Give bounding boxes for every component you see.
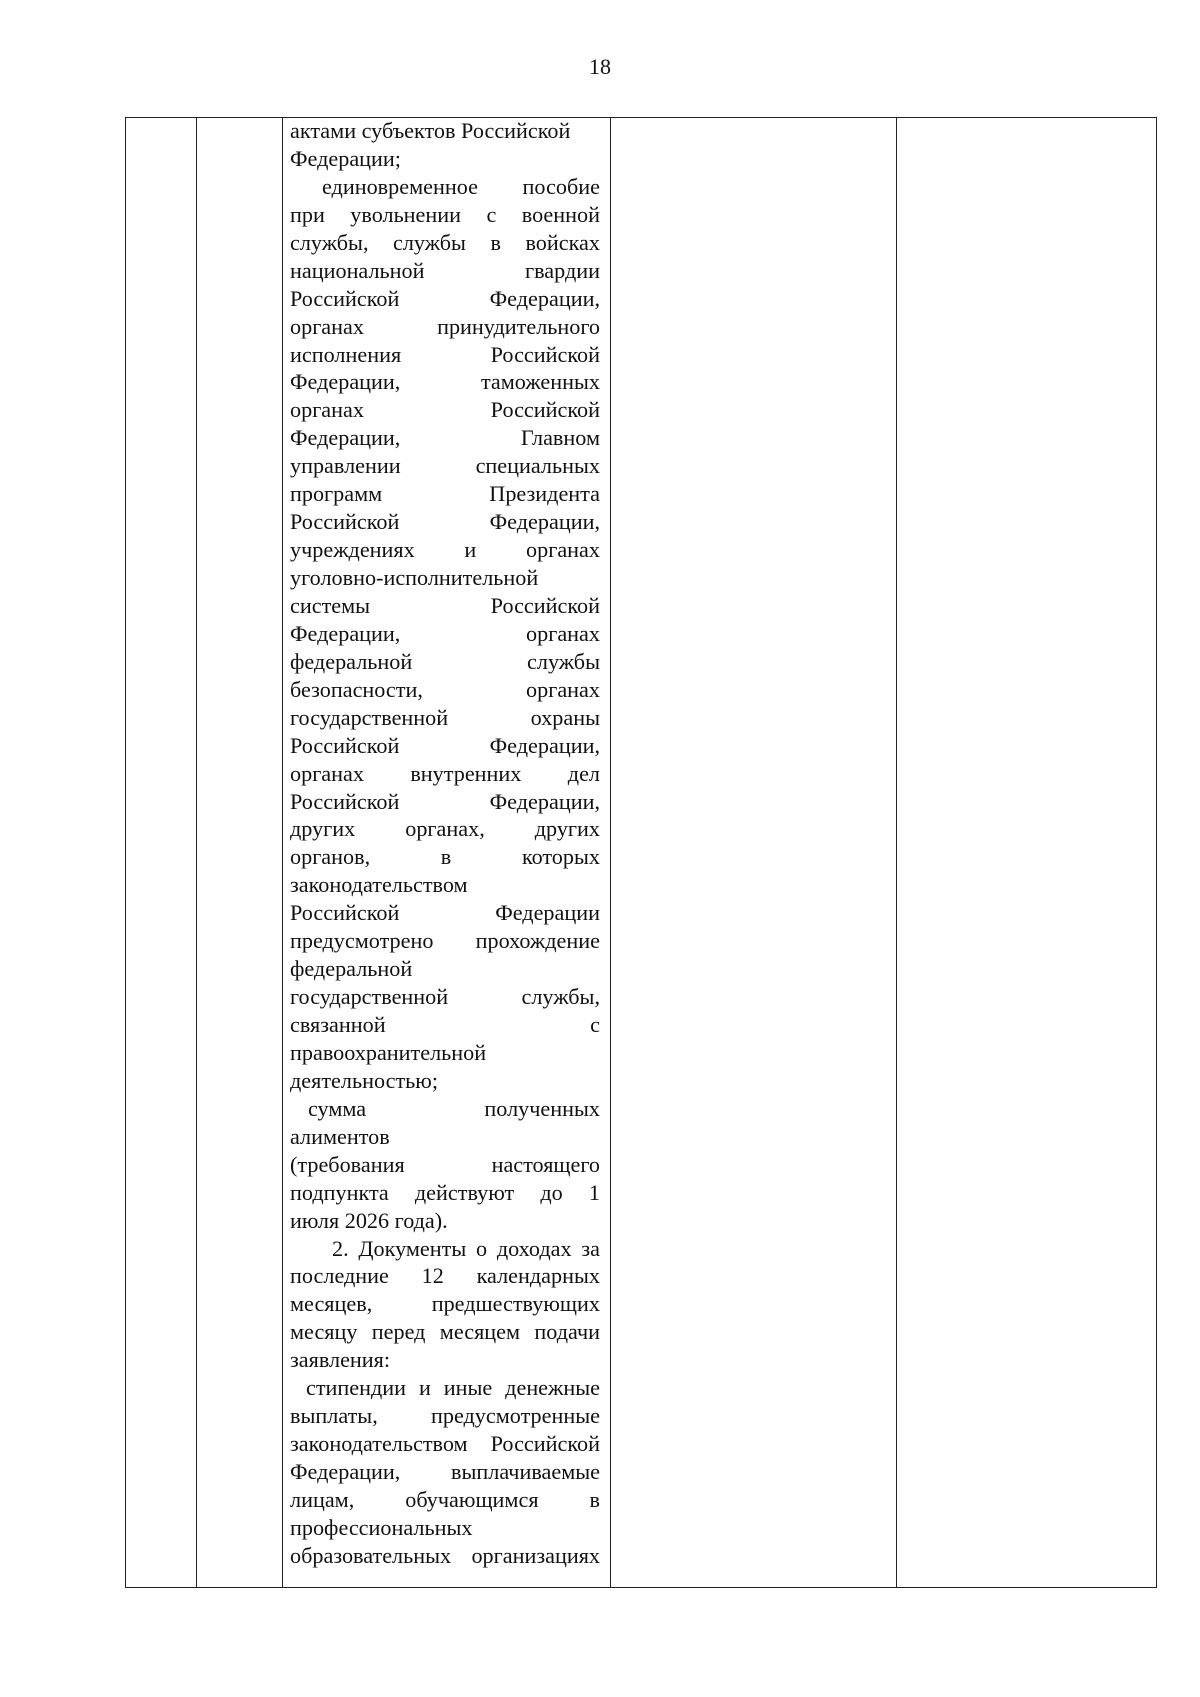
text-line: подпункта действуют до 1 [290, 1179, 600, 1205]
text-line: алиментов [290, 1123, 390, 1149]
text-line: 2. Документы о доходах за [332, 1235, 600, 1261]
text-line: национальной гвардии [290, 257, 600, 283]
text-line: федеральной [290, 956, 413, 982]
text-line: Российской Федерации, [290, 285, 600, 311]
text-line: органах внутренних дел [290, 760, 600, 786]
text-line: актами субъектов Российской [290, 118, 571, 143]
text-line: Российской Федерации [290, 900, 600, 926]
text-line: Российской Федерации, [290, 788, 600, 814]
text-line: службы, службы в войсках [290, 229, 600, 255]
text-line: правоохранительной [290, 1039, 487, 1065]
table-cell-text [290, 117, 600, 1570]
column-divider [282, 117, 283, 1588]
text-line: органах принудительного [290, 313, 600, 339]
text-line: месяцев, предшествующих [290, 1291, 600, 1317]
text-line: образовательных организациях [290, 1542, 600, 1568]
text-line: предусмотрено прохождение [290, 928, 600, 954]
text-line: Российской Федерации, [290, 509, 600, 535]
text-line: Федерации, таможенных [290, 369, 600, 395]
text-line: государственной охраны [290, 704, 600, 730]
text-line: органах Российской [290, 397, 600, 423]
text-line: Федерации, органах [290, 620, 600, 646]
text-line: программ Президента [290, 481, 600, 507]
text-line: учреждениях и органах [290, 537, 600, 563]
text-line: безопасности, органах [290, 676, 600, 702]
text-line: стипендии и иные денежные [306, 1375, 600, 1401]
text-line: заявления: [290, 1347, 391, 1373]
text-line: сумма полученных [308, 1095, 600, 1121]
column-divider [896, 117, 897, 1588]
text-line: деятельностью; [290, 1067, 439, 1093]
text-line: выплаты, предусмотренные [290, 1403, 600, 1429]
column-divider [610, 117, 611, 1588]
text-line: профессиональных [290, 1514, 473, 1540]
text-line: государственной службы, [290, 984, 600, 1010]
text-line: других органах, других [290, 816, 600, 842]
text-line: исполнения Российской [290, 341, 600, 367]
text-line: единовременное пособие [322, 173, 600, 199]
text-line: Федерации; [290, 145, 401, 171]
text-line: связанной с [290, 1012, 600, 1037]
text-line: лицам, обучающимся в [290, 1486, 600, 1512]
text-line: законодательством Российской [290, 1431, 600, 1457]
text-line: последние 12 календарных [290, 1263, 600, 1289]
text-line: федеральной службы [290, 648, 600, 674]
text-line: уголовно-исполнительной [290, 565, 539, 590]
text-line: Федерации, выплачиваемые [290, 1459, 600, 1484]
page-number: 18 [589, 54, 611, 79]
text-line: Федерации, Главном [290, 425, 600, 451]
text-line: июля 2026 года). [290, 1207, 448, 1233]
text-line: Российской Федерации, [290, 732, 600, 758]
text-line: при увольнении с военной [290, 201, 600, 227]
text-line: системы Российской [290, 592, 600, 618]
column-divider [196, 117, 197, 1588]
text-line: органов, в которых [290, 844, 600, 870]
text-line: законодательством [290, 872, 468, 898]
text-line: управлении специальных [290, 453, 600, 479]
table-frame [125, 117, 1157, 1588]
text-line: месяцу перед месяцем подачи [290, 1319, 600, 1345]
text-line: (требования настоящего [290, 1151, 600, 1177]
